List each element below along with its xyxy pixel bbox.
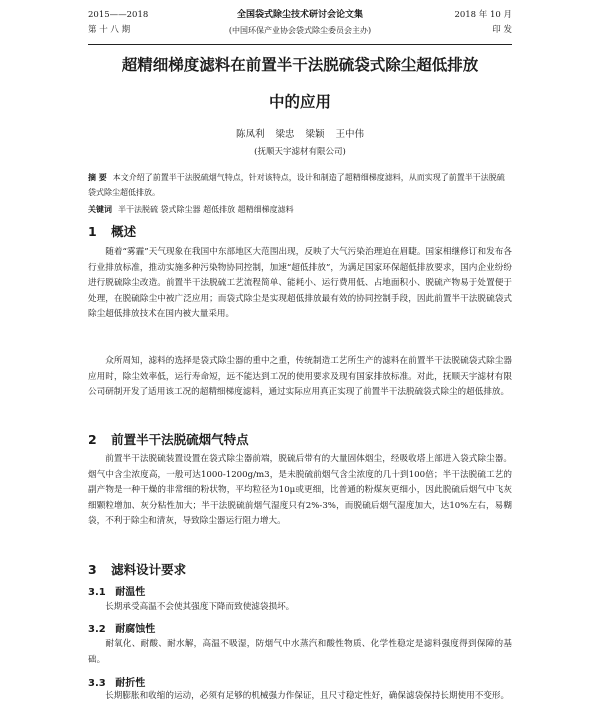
keywords-label: 关键词 — [88, 205, 112, 214]
subsection-heading-3-2 — [88, 620, 155, 635]
header-center — [88, 8, 512, 38]
section-heading-1 — [88, 222, 136, 240]
subsection-heading-3-3 — [88, 674, 145, 689]
section-number: 3 — [88, 562, 97, 577]
header-rule — [88, 44, 512, 45]
abstract-label: 摘 要 — [88, 173, 107, 182]
section-title: 滤料设计要求 — [111, 562, 187, 577]
section-title: 前置半干法脱硫烟气特点 — [111, 432, 249, 447]
keywords — [88, 202, 512, 217]
section-number: 1 — [88, 224, 97, 239]
abstract-text: 本文介绍了前置半干法脱硫烟气特点，针对该特点，设计和制造了超精细梯度滤料，从而实现了前置半干法脱硫袋式除尘超低排放。 — [88, 173, 505, 197]
header-right — [454, 8, 512, 38]
header-printed: 印 发 — [492, 25, 512, 35]
header-date: 2018 年 10 月 — [454, 10, 512, 20]
title-line-2: 中的应用 — [268, 93, 331, 111]
keywords-text: 半干法脱硫 袋式除尘器 超低排放 超精细梯度滤料 — [118, 205, 294, 214]
authors: 陈凤利 梁忠 梁颖 王中伟 — [235, 129, 365, 140]
subsection-title: 耐折性 — [115, 678, 146, 689]
header-organizer: (中国环保产业协会袋式除尘委员会主办) — [228, 26, 372, 35]
paper-title — [88, 52, 512, 116]
paragraph: 长期膨胀和收缩的运动，必须有足够的机械强力作保证，且尺寸稳定性好，确保滤袋保持长期使用不变形。 — [105, 691, 510, 701]
section-number: 2 — [88, 432, 97, 447]
header-proceedings-title: 全国袋式除尘技术研讨会论文集 — [236, 10, 363, 20]
header-issue: 第 十 八 期 — [88, 25, 131, 35]
paragraph: 随着“雾霾”天气现象在我国中东部地区大范围出现，反映了大气污染治理迫在眉睫。国家相继修订和发布各行业排放标准，推动实施多种污染物协同控制，加速“超低排放”，为满足国家环保超低排放要求，国内企业纷纷进行脱硫除尘改造。前置半干法脱硫工艺流程简单、能耗小、运行费用低、占地面积小、脱硫产物易于处置便于处理，在脱硫除尘中被广泛应用；而袋式除尘是实现超低排放最有效的协同控制手段，因此前置半干法脱硫袋式除尘超低排放技术在国内被大量采用。 — [88, 247, 512, 320]
subsection-heading-3-1 — [88, 583, 145, 598]
header-year-range: 2015——2018 — [88, 10, 149, 20]
paragraph: 众所周知，滤料的选择是袋式除尘器的重中之重，传统制造工艺所生产的滤料在前置半干法脱硫袋式除尘器应用时，除尘效率低，运行寿命短，远不能达到工况的使用要求及现有国家排放标准。对此，抚顺天宇滤材有限公司研制开发了适用该工况的超精细梯度滤料，通过实际应用真正实现了前置半干法脱硫袋式除尘的超低排放。 — [88, 356, 512, 398]
section-heading-2 — [88, 430, 249, 448]
paragraph: 耐氧化、耐酸、耐水解，高温不吸湿，防烟气中水蒸汽和酸性物质、化学性稳定是滤料强度得到保障的基础。 — [88, 639, 512, 665]
paragraph: 长期承受高温不会使其强度下降而致使滤袋损坏。 — [105, 602, 295, 612]
subsection-title: 耐温性 — [115, 587, 146, 598]
paragraph: 前置半干法脱硫装置设置在袋式除尘器前端，脱硫后带有的大量固体烟尘，经吸收塔上部进入袋式除尘器。烟气中含尘浓度高，一般可达1000-1200g/m3，是未脱硫前烟气含尘浓度的几十到100倍；半干法脱硫工艺的副产物是一种干燥的非常细的粉状物，平均粒径为10μ或更细，比普通的粉煤灰更细小，因此脱硫后烟气中飞灰细颗粒增加、灰分粘性加大；半干法脱硫前烟气湿度只有2%-3%，而脱硫后烟气湿度加大，达10%左右，易糊袋，不利于除尘和清灰，导致除尘器运行阻力增大。 — [88, 454, 512, 527]
running-header — [88, 8, 512, 42]
subsection-number: 3.2 — [88, 624, 106, 635]
subsection-number: 3.1 — [88, 587, 106, 598]
affiliation: (抚顺天宇滤材有限公司) — [254, 147, 346, 157]
abstract — [88, 170, 512, 200]
section-heading-3 — [88, 560, 186, 578]
title-line-1: 超精细梯度滤料在前置半干法脱硫袋式除尘超低排放 — [121, 56, 479, 74]
subsection-title: 耐腐蚀性 — [115, 624, 156, 635]
subsection-number: 3.3 — [88, 678, 106, 689]
section-title: 概述 — [111, 224, 137, 239]
